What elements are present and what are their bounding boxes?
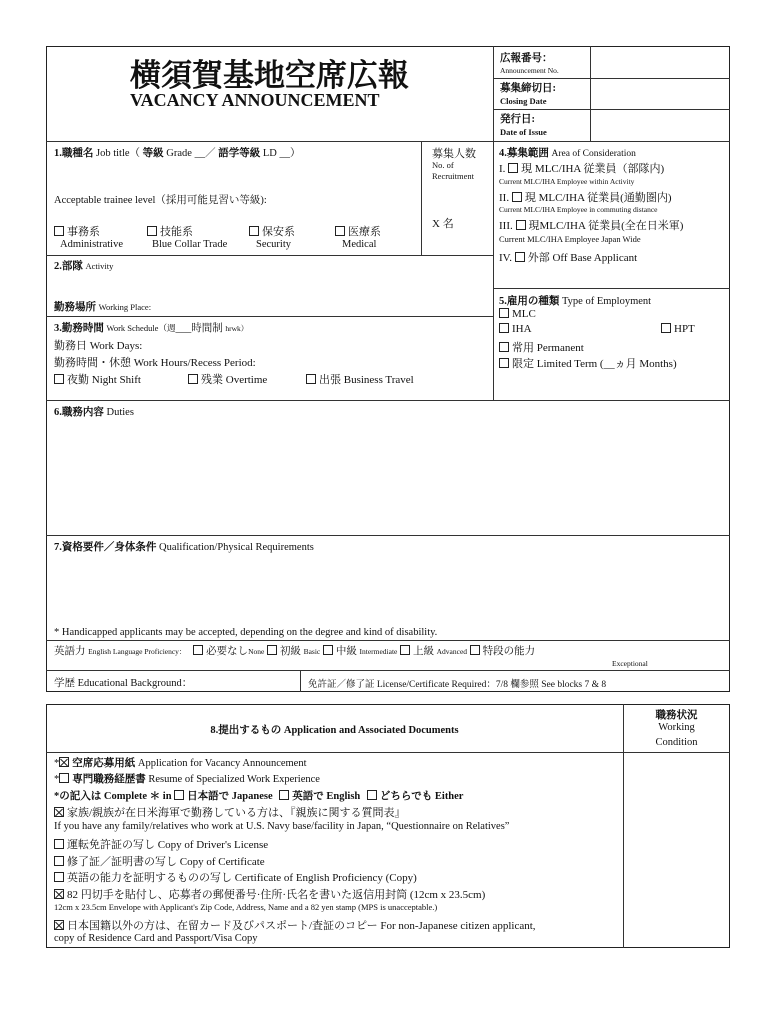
level-label-en: Intermediate	[359, 647, 398, 656]
work-days: 勤務日 Work Days:	[54, 340, 143, 352]
area-item-2[interactable]	[499, 189, 672, 205]
doc-certificate[interactable]	[54, 853, 265, 869]
doc-application[interactable]	[54, 755, 307, 770]
doc-foreign-en: copy of Residence Card and Passport/Visa Copy	[54, 933, 258, 944]
block2-label: 2.部隊	[54, 261, 83, 272]
exceptional-label-en: Exceptional	[612, 659, 648, 668]
checkbox[interactable]	[499, 342, 509, 352]
block3-label-en: Work Schedule（週	[106, 323, 176, 333]
english-label: 英語力	[54, 646, 86, 657]
level-label: 上級	[413, 646, 435, 657]
grade-en: Grade __／	[166, 148, 216, 159]
checkbox[interactable]	[499, 308, 509, 318]
level-label-en: None	[248, 647, 265, 656]
doc-english[interactable]	[54, 869, 417, 885]
doc-label: 空席応募用紙	[72, 758, 136, 769]
block2-bottom-line	[46, 316, 493, 317]
employment-type-row	[499, 293, 651, 308]
level-label: 必要なし	[206, 646, 249, 657]
option-label: 残業 Overtime	[201, 374, 268, 386]
block2-label-en: Activity	[85, 261, 114, 271]
english-line	[46, 670, 730, 671]
category-security[interactable]	[249, 223, 295, 239]
checkbox[interactable]	[306, 374, 316, 384]
doc-license[interactable]	[54, 836, 268, 852]
work-schedule-row: 3.勤務時間 Work Schedule（週___時間制 hrwk）	[54, 323, 249, 334]
english-intermediate-checkbox[interactable]	[323, 645, 333, 655]
overtime-option[interactable]	[188, 371, 267, 387]
category-blue-collar[interactable]	[147, 223, 193, 239]
checkbox[interactable]	[54, 839, 64, 849]
recruit-divider	[421, 141, 422, 255]
area-item-3[interactable]	[499, 217, 683, 233]
area-label: 外部 Off Base Applicant	[527, 252, 638, 264]
block1-bottom-line	[46, 255, 493, 256]
block8-label-en: Application and Associated Documents	[283, 725, 459, 736]
asterisk: *	[54, 774, 60, 785]
category-medical-en: Medical	[342, 239, 377, 250]
complete-language-row	[54, 788, 463, 803]
checkbox[interactable]	[508, 163, 518, 173]
category-administrative[interactable]	[54, 223, 100, 239]
permanent-option[interactable]	[499, 339, 584, 355]
checkbox[interactable]	[147, 226, 157, 236]
working-condition-label: 職務状況	[655, 710, 698, 721]
checkbox[interactable]	[54, 872, 64, 882]
prefix: III.	[499, 220, 513, 232]
block6-label: 6.職務内容	[54, 407, 104, 418]
date-issue-label-en: Date of Issue	[500, 127, 547, 137]
working-condition-en1: Working	[658, 722, 695, 733]
work-place-label: 勤務場所	[54, 302, 96, 313]
block8-header-line	[46, 752, 730, 753]
checkbox[interactable]	[54, 226, 64, 236]
job-title-row	[54, 145, 300, 160]
option-label: 常用 Permanent	[512, 342, 584, 354]
level-label-en: Advanced	[436, 647, 468, 656]
job-title-en: Job title（	[96, 148, 141, 159]
level-label: 特段の能力	[482, 646, 536, 657]
level-label: 中級	[335, 646, 357, 657]
category-label: 医療系	[348, 226, 381, 238]
checkbox[interactable]	[54, 374, 64, 384]
recruit-label-en1: No. of	[432, 160, 454, 170]
either-checkbox[interactable]	[367, 790, 377, 800]
checkbox[interactable]	[59, 773, 69, 783]
area-item-2-en: Current MLC/IHA Employee in commuting distance	[499, 205, 658, 214]
area-consideration	[499, 145, 636, 160]
block4-bottom-line	[493, 288, 730, 289]
recruit-count: X 名	[432, 218, 454, 230]
english-checkbox[interactable]	[279, 790, 289, 800]
work-place-row	[54, 299, 151, 314]
category-label: 保安系	[262, 226, 295, 238]
checkbox-checked[interactable]	[59, 757, 69, 767]
option-label: HPT	[674, 323, 695, 335]
checkbox[interactable]	[661, 323, 671, 333]
checkbox[interactable]	[512, 192, 522, 202]
doc-label: 家族/親族が在日米海軍で勤務している方は、『親族に関する質問表』	[67, 807, 406, 819]
doc-resume[interactable]	[54, 771, 320, 786]
work-hours-recess: 勤務時間・休憩 Work Hours/Recess Period:	[54, 357, 256, 369]
prefix: II.	[499, 192, 510, 204]
hpt-option[interactable]	[661, 323, 695, 335]
option-label: IHA	[512, 323, 532, 335]
education-divider	[300, 670, 301, 692]
duties-row	[54, 404, 134, 419]
block7-label-en: Qualification/Physical Requirements	[159, 542, 314, 553]
area-item-1-en: Current MLC/IHA Employee within Activity	[499, 177, 635, 186]
ld-en: LD __）	[262, 148, 301, 159]
category-administrative-en: Administrative	[60, 239, 123, 250]
japanese-label: 日本語で Japanese	[187, 791, 273, 802]
header-row-line	[493, 78, 730, 79]
doc-label: 専門職務経歴書	[72, 774, 146, 785]
area-label: 現 MLC/IHA 従業員（部隊内)	[521, 163, 665, 175]
hours-label-en: hrwk）	[225, 324, 249, 333]
education-row	[54, 675, 192, 690]
japanese-checkbox[interactable]	[174, 790, 184, 800]
english-advanced-checkbox[interactable]	[400, 645, 410, 655]
announcement-no-label-en: Announcement No.	[500, 66, 559, 75]
doc-envelope[interactable]	[54, 886, 485, 902]
option-label: MLC	[512, 308, 536, 320]
english-label-en: English Language Proficiency：	[88, 647, 187, 656]
english-none-checkbox[interactable]	[193, 645, 203, 655]
header-bottom-line	[46, 141, 730, 142]
block5-label: 5.雇用の種類	[499, 296, 560, 307]
doc-family[interactable]	[54, 804, 406, 820]
recruit-label: 募集人数	[432, 148, 476, 160]
either-label: どちらでも Either	[379, 791, 464, 802]
license-row: 免許証／修了証 License/Certificate Required：7/8 欄参照 See blocks 7 & 8	[308, 680, 607, 690]
area-item-1[interactable]	[499, 160, 664, 176]
doc-family-en: If you have any family/relatives who work at U.S. Navy base/facility in Japan, “Questionnaire on Relatives”	[54, 821, 510, 832]
mlc-option[interactable]	[499, 308, 536, 320]
option-label: 夜勤 Night Shift	[67, 374, 141, 386]
header-value-divider	[590, 46, 591, 141]
english-label: 英語で English	[292, 791, 361, 802]
recruit-label-en2: Recruitment	[432, 171, 475, 181]
checkbox-checked[interactable]	[54, 889, 64, 899]
working-condition-en2: Condition	[655, 737, 698, 748]
area-item-3-en: Current MLC/IHA Employee Japan Wide	[499, 234, 641, 244]
block6-label-en: Duties	[106, 407, 134, 418]
block4-label: 4.募集範囲	[499, 148, 549, 159]
doc-foreign[interactable]	[54, 917, 536, 933]
block5-label-en: Type of Employment	[562, 296, 652, 307]
doc-label-en: Application for Vacancy Announcement	[137, 758, 307, 769]
iha-option[interactable]	[499, 323, 532, 335]
block6-bottom-line	[46, 535, 730, 536]
option-label: 限定 Limited Term (__ヵ月 Months)	[512, 358, 677, 370]
checkbox[interactable]	[54, 856, 64, 866]
header-row-line	[493, 109, 730, 110]
category-security-en: Security	[256, 239, 291, 250]
ld-label: 語学等級	[218, 148, 261, 159]
block7-label: 7.資格要件／身体条件	[54, 542, 157, 553]
doc-label: 修了証／証明書の写し Copy of Certificate	[67, 856, 265, 868]
english-basic-checkbox[interactable]	[267, 645, 277, 655]
job-title-label: 1.職種名	[54, 148, 94, 159]
category-label: 技能系	[160, 226, 193, 238]
block8-label: 8.提出するもの	[210, 725, 282, 736]
block3-bottom-line	[46, 400, 730, 401]
prefix: I.	[499, 163, 506, 175]
header-divider	[493, 46, 494, 400]
announcement-no-label: 広報番号：	[500, 53, 553, 64]
option-label: 出張 Business Travel	[319, 374, 414, 386]
block8-title	[46, 722, 623, 737]
english-exceptional-checkbox[interactable]	[470, 645, 480, 655]
checkbox[interactable]	[516, 220, 526, 230]
closing-date-label: 募集締切日:	[500, 83, 556, 94]
handicap-note: * Handicapped applicants may be accepted, depending on the degree and kind of disability.	[54, 627, 438, 638]
checkbox[interactable]	[188, 374, 198, 384]
date-issue-label: 発行日:	[500, 114, 535, 125]
work-place-label-en: Working Place:	[98, 302, 152, 312]
checkbox[interactable]	[499, 358, 509, 368]
level-label: 初級	[279, 646, 301, 657]
complete-label: *の記入は Complete ＊ in	[54, 791, 172, 802]
qualification-row	[54, 539, 314, 554]
doc-label: 英語の能力を証明するものの写し Certificate of English Proficiency (Copy)	[67, 872, 417, 884]
handicap-line	[46, 640, 730, 641]
checkbox[interactable]	[515, 252, 525, 262]
doc-label-en: Resume of Specialized Work Experience	[148, 774, 320, 785]
checkbox-checked[interactable]	[54, 807, 64, 817]
area-item-4[interactable]	[499, 249, 637, 265]
trainee-level: Acceptable trainee level（採用可能見習い等級):	[54, 195, 267, 206]
doc-label: 82 円切手を貼付し、応募者の郵便番号·住所·氏名を書いた返信用封筒 (12cm x 23.5cm)	[67, 889, 486, 901]
checkbox[interactable]	[335, 226, 345, 236]
doc-envelope-en: 12cm x 23.5cm Envelope with Applicant's Zip Code, Address, Name and a 82 yen stamp (MPS is unacceptable.)	[54, 902, 438, 912]
checkbox[interactable]	[499, 323, 509, 333]
checkbox-checked[interactable]	[54, 920, 64, 930]
title-en: VACANCY ANNOUNCEMENT	[130, 90, 380, 110]
english-proficiency-row	[54, 643, 535, 658]
grade-label: 等級	[142, 148, 164, 159]
night-shift-option[interactable]	[54, 371, 141, 387]
doc-label: 運転免許証の写し Copy of Driver's License	[67, 839, 269, 851]
checkbox[interactable]	[249, 226, 259, 236]
level-label-en: Basic	[303, 647, 321, 656]
block3-label: 3.勤務時間	[54, 323, 104, 334]
closing-date-label-en: Closing Date	[500, 96, 547, 106]
travel-option[interactable]	[306, 371, 414, 387]
block4-label-en: Area of Consideration	[551, 149, 636, 159]
area-label: 現MLC/IHA 従業員(全在日米軍)	[528, 220, 684, 232]
education-label: 学歴 Educational Background：	[54, 678, 193, 689]
category-medical[interactable]	[335, 223, 381, 239]
limited-term-option[interactable]	[499, 355, 677, 371]
prefix: IV.	[499, 252, 512, 264]
category-blue-collar-en: Blue Collar Trade	[152, 239, 228, 250]
activity-row	[54, 258, 113, 273]
doc-label: 日本国籍以外の方は、在留カード及びパスポート/査証のコピー For non-Japanese citizen applicant,	[67, 920, 536, 932]
hours-label: 時間制	[191, 323, 223, 334]
area-label: 現 MLC/IHA 従業員(通勤圏内)	[524, 192, 672, 204]
title-jp: 横須賀基地空席広報	[130, 58, 409, 94]
category-label: 事務系	[67, 226, 100, 238]
asterisk: *	[54, 758, 60, 769]
